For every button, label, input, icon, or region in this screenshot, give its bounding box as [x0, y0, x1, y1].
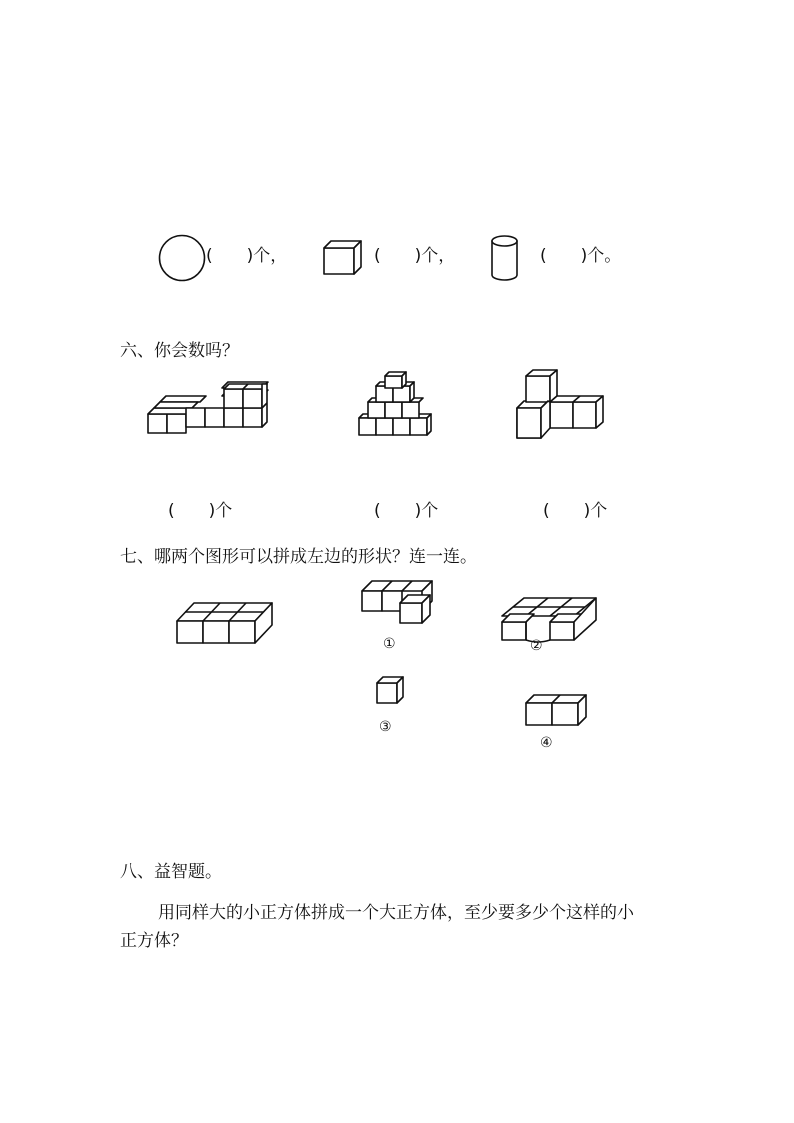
cylinder-count-blank: ( )个。 — [540, 246, 622, 266]
section6-heading: 六、你会数吗？ — [120, 341, 239, 361]
cube-icon — [322, 238, 362, 278]
section7-heading: 七、哪两个图形可以拼成左边的形状？连一连。 — [120, 547, 477, 567]
option-4-shape[interactable] — [524, 693, 588, 729]
section8-question-line1: 用同样大的小正方体拼成一个大正方体，至少要多少个这样的小 — [158, 903, 634, 923]
section8-heading: 八、益智题。 — [120, 862, 222, 882]
option-2-shape[interactable] — [500, 596, 602, 644]
option-2-label: ② — [530, 638, 543, 654]
cube-stack-figure-1 — [146, 382, 268, 438]
option-3-label: ③ — [379, 719, 392, 735]
cube-stack-figure-3 — [515, 370, 611, 442]
option-4-label: ④ — [540, 735, 553, 751]
section8-question-line2: 正方体？ — [120, 931, 188, 951]
figure-3-answer: ( )个 — [543, 501, 608, 521]
figure-2-answer: ( )个 — [374, 501, 439, 521]
sphere-count-blank: ( )个， — [206, 246, 288, 266]
option-1-label: ① — [383, 636, 396, 652]
cube-count-blank: ( )个， — [374, 246, 456, 266]
option-3-shape[interactable] — [375, 675, 405, 705]
cylinder-icon — [490, 234, 520, 282]
cube-stack-figure-2 — [357, 372, 433, 438]
target-shape — [175, 599, 275, 645]
figure-1-answer: ( )个 — [168, 501, 233, 521]
option-1-shape[interactable] — [360, 577, 450, 625]
sphere-icon — [158, 234, 208, 284]
